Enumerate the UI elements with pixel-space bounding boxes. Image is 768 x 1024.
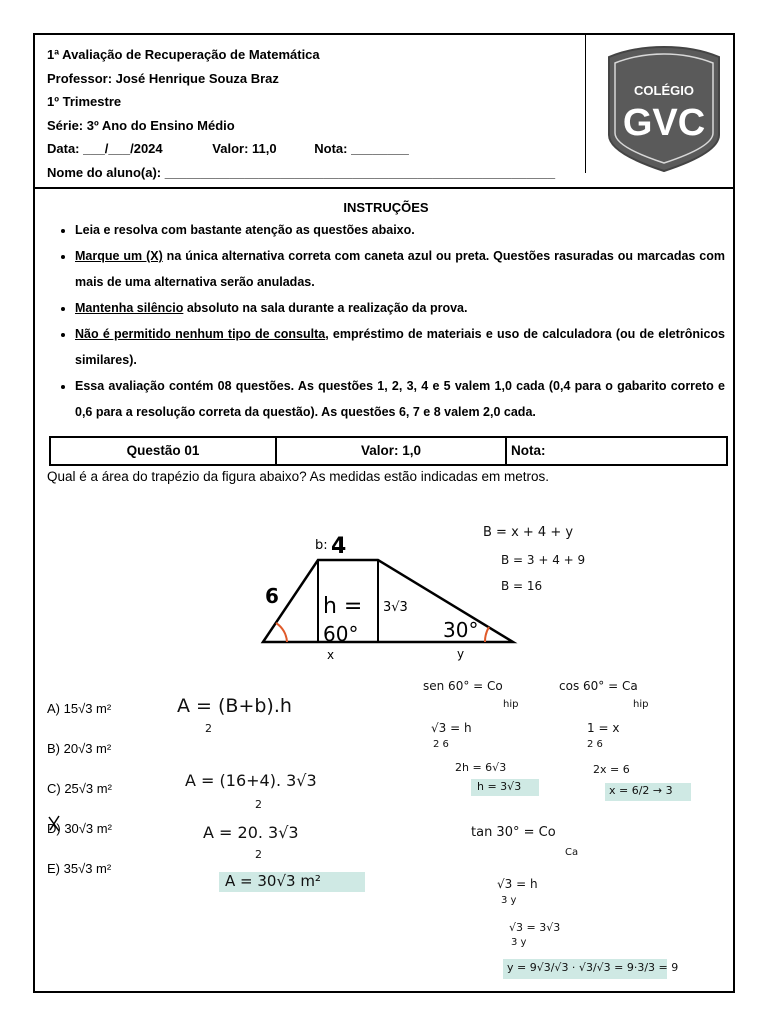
hw-cos-line3: 2x = 6 [593, 763, 630, 776]
angle-left-label: 60° [323, 622, 359, 646]
grade-field: Nota: ________ [314, 141, 409, 156]
instructions-list [47, 217, 725, 425]
instruction-item [75, 321, 725, 373]
exam-title: 1ª Avaliação de Recuperação de Matemática [47, 47, 320, 62]
question-header-table [49, 436, 728, 466]
instruction-item [75, 217, 725, 243]
hw-tan-line2-den: 3 y [501, 895, 517, 906]
hw-sin-line2: √3 = h [431, 721, 472, 735]
x-label: x [327, 648, 335, 662]
exam-value: Valor: 11,0 [212, 141, 277, 156]
instruction-emphasis: Mantenha silêncio [75, 301, 184, 315]
instruction-emphasis: Marque um (X) [75, 249, 163, 263]
hw-cos-line2-den: 2 6 [587, 739, 603, 750]
option-b[interactable]: B) 20√3 m² [47, 741, 112, 756]
hw-area-result: A = 30√3 m² [225, 872, 321, 890]
grade-level: Série: 3º Ano do Ensino Médio [47, 117, 235, 133]
hw-base-line3: B = 16 [501, 579, 543, 593]
question-grade: Nota: [511, 443, 546, 458]
angle-arc-right [485, 627, 489, 642]
hw-cos-line1-den: hip [633, 699, 649, 710]
hw-tan-line3: √3 = 3√3 [509, 921, 561, 934]
instruction-text: Leia e resolva com bastante atenção as questões abaixo. [75, 223, 415, 237]
header-info [47, 43, 555, 184]
option-d[interactable]: D) 30√3 m² [47, 821, 112, 836]
instruction-text: absoluto na sala durante a realização da prova. [183, 301, 468, 315]
question-number: Questão 01 [51, 438, 277, 464]
hw-cos-line4: x = 6/2 → 3 [609, 784, 673, 797]
instructions [47, 200, 725, 425]
instruction-text: na única alternativa correta com caneta azul ou preta. Questões rasuradas ou marcadas com mais de uma alternativa serão anuladas. [75, 249, 725, 289]
hw-base-line1: B = x + 4 + y [483, 525, 574, 540]
side-label: 6 [265, 584, 279, 608]
hw-tan-line2: √3 = h [497, 877, 538, 891]
hw-sin-line3: 2h = 6√3 [455, 761, 507, 774]
hw-area-formula: A = (B+b).h [177, 695, 292, 717]
logo-caption: COLÉGIO [634, 83, 694, 98]
option-e[interactable]: E) 35√3 m² [47, 861, 112, 876]
y-label: y [457, 647, 465, 661]
option-c[interactable]: C) 25√3 m² [47, 781, 112, 796]
angle-right-label: 30° [443, 618, 479, 642]
hw-cos-line1: cos 60° = Ca [559, 679, 638, 693]
check-mark-icon [47, 813, 65, 833]
base-value: 4 [331, 534, 347, 559]
header-divider [585, 35, 586, 173]
hw-tan-line3-den: 3 y [511, 937, 527, 948]
instruction-item [75, 373, 725, 425]
logo-letters: GVC [622, 102, 706, 144]
student-name-field: Nome do aluno(a): ______________________________________________________ [47, 164, 556, 180]
term: 1º Trimestre [47, 94, 122, 109]
hw-area-formula-den: 2 [205, 722, 212, 735]
date-value-grade-row [47, 137, 555, 161]
instructions-title: INSTRUÇÕES [343, 200, 429, 215]
instruction-item [75, 243, 725, 295]
instruction-emphasis: Não é permitido nenhum tipo de consulta [75, 327, 326, 341]
instruction-text: Essa avaliação contém 08 questões. As questões 1, 2, 3, 4 e 5 valem 1,0 cada (0,4 para o gabarito correto e 0,6 para a resolução correta da questão). As questões 6, 7 e 8 valem 2,0 cada. [75, 379, 725, 419]
teacher-name: Professor: José Henrique Souza Braz [47, 70, 279, 86]
trapezoid-figure [253, 525, 523, 665]
question-value: Valor: 1,0 [277, 438, 507, 464]
exam-page [33, 33, 735, 993]
hw-area-simplified: A = 20. 3√3 [203, 823, 299, 842]
hw-area-sub-den: 2 [255, 798, 262, 811]
hw-tan-line1-den: Ca [565, 847, 579, 858]
option-a[interactable]: A) 15√3 m² [47, 701, 112, 716]
answer-options [47, 701, 112, 901]
hw-sin-line2-den: 2 6 [433, 739, 449, 750]
hw-sin-line4: h = 3√3 [477, 780, 522, 793]
hw-area-simplified-den: 2 [255, 848, 262, 861]
base-label: b: [315, 538, 328, 553]
angle-arc-left [276, 623, 287, 642]
hw-sin-line1: sen 60° = Co [423, 679, 503, 693]
hw-area-sub: A = (16+4). 3√3 [185, 771, 317, 790]
school-logo [603, 43, 725, 175]
hw-base-line2: B = 3 + 4 + 9 [501, 553, 586, 567]
instruction-text: , empréstimo de materiais e uso de calculadora (ou de eletrônicos similares). [75, 327, 725, 367]
hw-cos-line2: 1 = x [587, 721, 620, 735]
question-prompt: Qual é a área do trapézio da figura abaixo? As medidas estão indicadas em metros. [47, 469, 550, 484]
hw-tan-line4: y = 9√3/√3 · √3/√3 = 9·3/3 = 9 [507, 961, 679, 974]
hw-sin-line1-den: hip [503, 699, 519, 710]
instruction-item [75, 295, 725, 321]
height-label: h = [323, 594, 363, 619]
date-field: Data: ___/___/2024 [47, 141, 163, 156]
exam-header [35, 35, 733, 189]
hw-tan-line1: tan 30° = Co [471, 825, 556, 840]
height-value: 3√3 [383, 600, 408, 615]
